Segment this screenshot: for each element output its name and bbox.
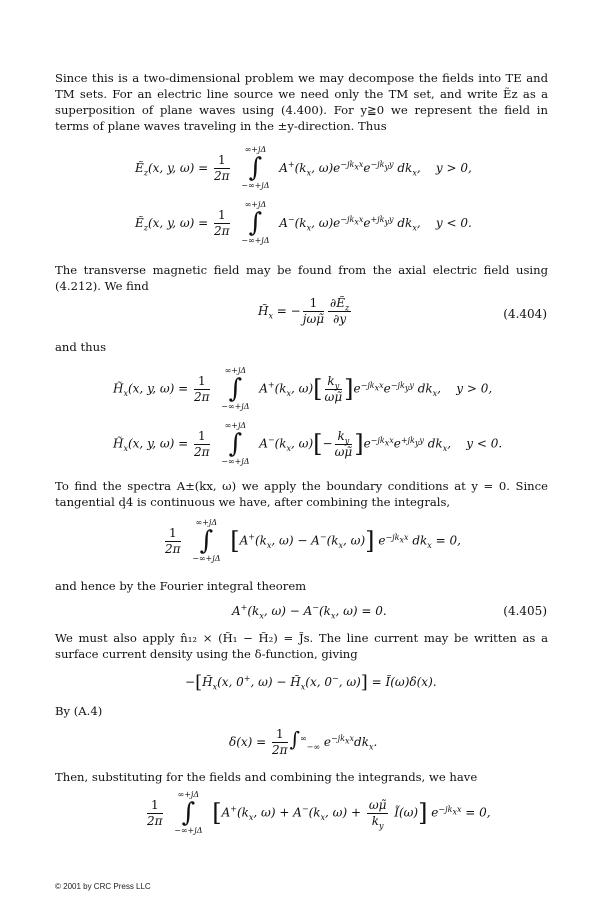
paragraph-3-text: and thus bbox=[55, 340, 107, 354]
paragraph-4-text: To find the spectra A±(kx, ω) we apply the boundary conditions at y = 0. Since tangential ḑ4 is continuous we have, after combining the integrals, bbox=[55, 479, 548, 509]
paragraph-2 bbox=[55, 262, 548, 294]
fraction-one-over-2pi: $\frac{1}{2\pi}$ bbox=[214, 207, 230, 238]
integral-sign: ∞+jΔ ∫ −∞+jΔ bbox=[174, 790, 203, 835]
paragraph-4 bbox=[55, 478, 548, 510]
paragraph-5 bbox=[55, 578, 548, 594]
paragraph-8 bbox=[55, 769, 548, 785]
equation-ez-plus bbox=[135, 145, 472, 191]
copyright-footer: © 2001 by CRC Press LLC bbox=[55, 882, 151, 891]
paragraph-1-text: Since this is a two-dimensional problem we may decompose the fields into TE and TM sets. For an electric line source we need only the TM set, and write Ẽz as a superposition of plane waves using (4.400). For y≧0 we represent the field in terms of plane waves traveling in the ±y-direction. Thus bbox=[55, 71, 548, 133]
equation-ez-minus-rhs: $A^-(k_x$, $\omega)e^{-jk_xx}e^{+jk_yy}$ $dk_x$, y < 0. bbox=[279, 214, 472, 232]
integral-sign: ∞+jΔ ∫ −∞+jΔ bbox=[192, 518, 221, 563]
equation-number-4405: (4.405) bbox=[503, 604, 547, 618]
equation-hx-minus: $H̃_x(x$, y, ω) = $\frac{1}{2\pi}$ ∞+jΔ ∫ −∞+jΔ $A^-(k_x$, ω)[− $\frac{k_y}{\omega\mũ}$ ]$e^{-jk_xx}e^{+jk_yy}$ $dk_x$, y < 0. bbox=[113, 421, 503, 466]
integral-sign: ∞+jΔ ∫ −∞+jΔ bbox=[241, 145, 270, 190]
equation-number-4404: (4.404) bbox=[503, 307, 547, 321]
equation-ez-plus-lhs: Ẽ$_z$(x, y, ω) = bbox=[135, 160, 209, 177]
equation-jump: $-[H̃_x(x$, 0+, $\omega) - H̃_x(x$, 0−, ω)] = Ĩ(ω)δ(x). bbox=[185, 672, 437, 693]
equation-hx-plus: $H̃_x(x$, y, ω) = $\frac{1}{2\pi}$ ∞+jΔ ∫ −∞+jΔ $A^+(k_x$, ω)[ $\frac{k_y}{\omega\mũ}$ ]$e^{-jk_xx}e^{-jk_yy}$ $dk_x$, y > 0, bbox=[113, 366, 493, 411]
equation-ez-plus-rhs: $A^+(k_x$, $\omega)e^{-jk_xx}e^{-jk_yy}$ $dk_x$, y > 0, bbox=[279, 159, 472, 177]
equation-ez-minus-lhs: Ẽ$_z$(x, y, ω) = bbox=[135, 215, 209, 232]
paragraph-1 bbox=[55, 70, 548, 134]
paragraph-3 bbox=[55, 339, 548, 355]
equation-delta: δ(x) = $\frac{1}{2\pi}$ $\int^\infty_{-\infty}$ $e^{-jk_xx}dk_x$. bbox=[229, 727, 378, 757]
equation-final: $\frac{1}{2\pi}$ ∞+jΔ ∫ −∞+jΔ [$A^+(k_x$, $\omega) + A^-(k_x$, ω) + $\frac{\omega\mũ}{k_y}$ Ĩ(ω)] $e^{-jk_xx} = 0$, bbox=[147, 790, 491, 835]
equation-continuity: $\frac{1}{2\pi}$ ∞+jΔ ∫ −∞+jΔ [$A^+(k_x$, $\omega) - A^-(k_x$, ω)] $e^{-jk_xx}$ $dk_x = 0$, bbox=[165, 518, 461, 563]
fraction-one-over-2pi: $\frac{1}{2\pi}$ bbox=[214, 152, 230, 183]
integral-sign: ∞+jΔ ∫ −∞+jΔ bbox=[221, 366, 250, 411]
equation-fourier: $A^+(k_x$, $\omega) - A^-(k_x$, ω) = 0. bbox=[232, 603, 387, 621]
integral-sign: ∞+jΔ ∫ −∞+jΔ bbox=[221, 421, 250, 466]
paragraph-2-text: The transverse magnetic field may be found from the axial electric field using (4.212). We find bbox=[55, 263, 548, 293]
paragraph-6 bbox=[55, 630, 548, 662]
paragraph-8-text: Then, substituting for the fields and combining the integrands, we have bbox=[55, 770, 478, 784]
paragraph-7 bbox=[55, 703, 548, 719]
integral-sign: ∞+jΔ ∫ −∞+jΔ bbox=[241, 200, 270, 245]
paragraph-5-text: and hence by the Fourier integral theorem bbox=[55, 579, 307, 593]
paragraph-7-text: By (A.4) bbox=[55, 704, 103, 718]
equation-ez-minus bbox=[135, 200, 472, 246]
equation-hx-definition: $H̃_x$ = − $\frac{1}{\text{jωμ̃}}$ $\frac{\partial Ẽ_z}{\partial y}$ bbox=[258, 296, 350, 326]
paragraph-6-text: We must also apply n̂₁₂ × (H̃₁ − H̃₂) = J̃s. The line current may be written as a surface current density using the δ-function, giving bbox=[55, 631, 548, 661]
